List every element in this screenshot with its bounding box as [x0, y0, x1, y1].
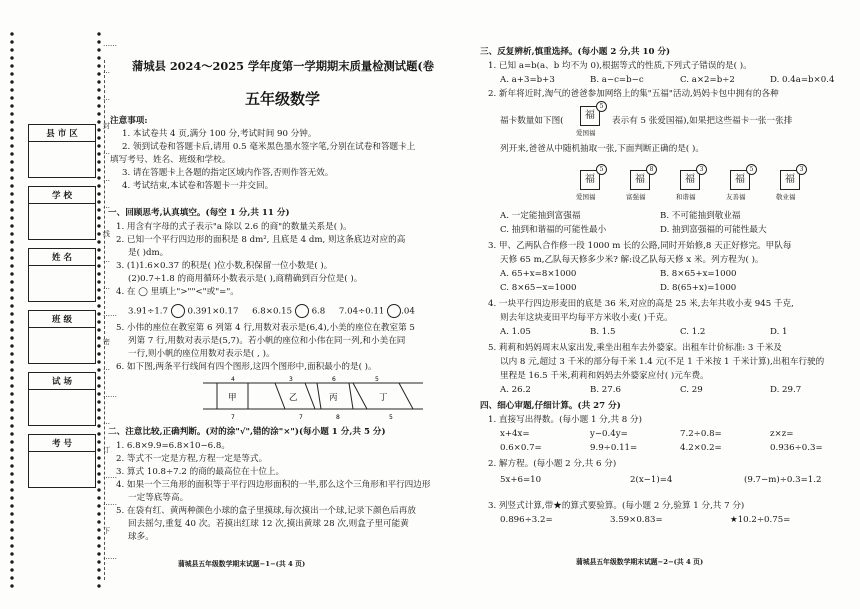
fu-count-badge: 5	[746, 164, 757, 175]
binding-char: 订	[103, 446, 110, 454]
s2-line: 1. 6.8×9.9=6.8×10−6.8。	[116, 441, 230, 451]
section-1-heading: 一、回顾思考,认真填空。(每空 1 分,共 11 分)	[108, 208, 290, 218]
binding-char: 下	[103, 527, 110, 535]
page-2-footer: 蒲城县五年级数学期末试题−2−(共 4 页)	[576, 558, 704, 566]
s3-q2-opt-d[interactable]: D. 抽到富强福的可能性最大	[660, 225, 767, 235]
calc-item: 0.936÷0.3=	[770, 443, 823, 453]
s3-q5-opt-d[interactable]: D. 29.7	[770, 385, 802, 395]
s3-q5-opt-a[interactable]: A. 26.2	[500, 385, 531, 395]
fu-card-row	[572, 164, 822, 206]
calc-item: 7.2÷0.8=	[680, 429, 722, 439]
s2-line: 3. 算式 10.8÷7.2 的商的最高位在十位上。	[116, 467, 285, 477]
binding-char: …	[103, 364, 110, 372]
fu-card-name: 爱国福	[576, 193, 596, 201]
s3-q5: 里程是 16.5 千米,莉莉和妈妈去外婆家应付( )元车费。	[500, 371, 709, 381]
s3-q4-opt-a[interactable]: A. 1.05	[500, 327, 531, 337]
s3-q3-opt-c[interactable]: C. 8×65−x=1000	[500, 283, 577, 293]
parallel-shapes-figure	[203, 375, 423, 423]
fu-card-name: 和谐福	[676, 193, 696, 201]
fu-card-icon: 福	[580, 170, 600, 190]
binding-char: ……	[103, 499, 117, 507]
calc-item: z×z=	[770, 429, 794, 439]
s3-q5-opt-c[interactable]: C. 29	[680, 385, 703, 395]
calc-item: 9.9÷0.11=	[590, 443, 638, 453]
fu-card	[622, 164, 662, 206]
notice-heading: 注意事项:	[110, 116, 148, 126]
binding-char: …	[103, 148, 110, 156]
s4-part-3: 3. 列竖式计算,带★的算式要验算。(每小题 2 分,验算 1 分,共 7 分)	[488, 501, 745, 511]
page-2	[480, 0, 858, 609]
s1-line: 是( )dm。	[128, 248, 169, 258]
fu-card-name: 敬业福	[776, 193, 796, 201]
s1-line: 3. (1)1.6×0.37 的积是( )位小数,积保留一位小数是( )。	[116, 261, 333, 271]
binding-char: …	[103, 418, 110, 426]
binding-char: 线	[103, 230, 110, 238]
binding-char: 密	[103, 338, 110, 346]
section-3-heading: 三、反复辨析,慎重选择。(每小题 2 分,共 10 分)	[480, 47, 671, 57]
binding-char: …	[103, 175, 110, 183]
calc-item: 0.6×0.7=	[500, 443, 542, 453]
binding-strip	[0, 0, 117, 609]
s2-line: 4. 如果一个三角形的面积等于平行四边形面积的一半,那么这个三角形和平行四边形	[116, 480, 431, 490]
compare-blank[interactable]	[387, 304, 401, 318]
shape-yi-top: 3	[289, 376, 293, 383]
fu-card-icon: 福	[630, 170, 650, 190]
s1-line: 2. 已知一个平行四边形的面积是 8 dm², 且底是 4 dm, 则这条底边对应的高	[116, 235, 406, 245]
notice-2-cont: 填写考号、姓名、班级和学校。	[110, 155, 231, 165]
fu-card	[572, 164, 612, 206]
fu-card-name: 友善福	[726, 193, 746, 201]
calc-item: y−0.4y=	[590, 429, 628, 439]
s3-q2: 2. 新年将近时,淘气的爸爸参加网络上的集"五福"活动,妈妈卡包中拥有的各种	[488, 89, 779, 99]
compare-blank[interactable]	[171, 304, 185, 318]
s3-q4-opt-b[interactable]: B. 1.5	[590, 327, 616, 337]
s3-q2-opt-b[interactable]: B. 不可能抽到敬业福	[660, 211, 741, 221]
fu-card-icon: 福	[680, 170, 700, 190]
shape-bing-bottom: 8	[336, 414, 340, 421]
s1-line: (2)0.7÷1.8 的商用循环小数表示是( ),商精确到百分位是( )。	[128, 274, 363, 284]
s3-q5: 以内 8 元,超过 3 千米的部分每千米 1.4 元(不足 1 千米按 1 千米计算),出租车行驶的	[500, 357, 825, 367]
vertical-calc-item: ★10.2÷0.75=	[730, 515, 791, 525]
s3-q3-opt-a[interactable]: A. 65+x=8×1000	[500, 269, 577, 279]
fu-count-badge: 5	[596, 101, 607, 112]
binding-char: …	[103, 202, 110, 210]
calc-item: 4.2×0.2=	[680, 443, 722, 453]
s3-q2-opt-a[interactable]: A. 一定能抽到富强福	[500, 211, 581, 221]
notice-2: 2. 领到试卷和答题卡后,请用 0.5 毫米黑色墨水签字笔,分别在试卷和答题卡上	[122, 142, 416, 152]
section-4-heading: 四、细心审题,仔细计算。(共 27 分)	[480, 401, 621, 411]
info-box-class[interactable]: 班 级	[28, 310, 96, 364]
s1-line: 6. 如下图,两条平行线间有四个图形,这四个图形中,面积最小的是( )。	[116, 362, 377, 372]
s3-q3-opt-b[interactable]: B. 8×65+x=1000	[660, 269, 737, 279]
binding-char: ……	[103, 310, 117, 318]
shape-ding-bottom: 5	[389, 414, 393, 421]
binding-char: ……	[103, 472, 117, 480]
s3-q2: 列开来,爸爸从中随机抽取一张,下面判断正确的是( )。	[500, 144, 704, 154]
s3-q3: 天修 65 m,乙队每天修多少米? 解:设乙队每天修 x 米。列方程为( )。	[500, 255, 764, 265]
notice-4: 4. 考试结束,本试卷和答题卡一并交回。	[122, 181, 274, 191]
fu-card-icon: 福	[580, 106, 600, 126]
info-box-exam-no[interactable]: 考 号	[28, 434, 96, 488]
s3-q5: 5. 莉莉和妈妈周末从家出发,乘坐出租车去外婆家。出租车计价标准: 3 千米及	[488, 343, 782, 353]
s3-q2-opt-c[interactable]: C. 抽到和谐福的可能性最小	[500, 225, 607, 235]
fu-count-badge: 8	[646, 164, 657, 175]
binding-char: ……	[103, 391, 117, 399]
s1-line: 列第 7 行,用数对表示是(5,7)。若小帆的座位和小伟在同一列,和小美在同	[128, 336, 406, 346]
vertical-calc-item: 3.59×0.83=	[610, 515, 663, 525]
s3-q5-opt-b[interactable]: B. 27.6	[590, 385, 621, 395]
fu-sample	[576, 104, 604, 140]
fu-count-badge: 3	[796, 164, 807, 175]
exam-subject: 五年级数学	[245, 90, 321, 108]
shape-bing-label: 丙	[329, 393, 338, 403]
equation-item: 5x+6=10	[500, 475, 542, 485]
binding-char: …	[103, 67, 110, 75]
fu-count-badge: 5	[596, 164, 607, 175]
s3-q4-opt-c[interactable]: C. 1.2	[680, 327, 706, 337]
info-box-name[interactable]: 姓 名	[28, 248, 96, 302]
fu-card-icon: 福	[730, 170, 750, 190]
shape-jia-top: 4	[231, 376, 235, 383]
s4-part-2: 2. 解方程。(每小题 2 分,共 6 分)	[488, 459, 617, 469]
fu-count-badge: 3	[696, 164, 707, 175]
binding-char: 封	[103, 122, 110, 130]
vertical-calc-item: 0.896÷3.2=	[500, 515, 553, 525]
binding-char: …	[103, 256, 110, 264]
s3-q4-opt-d[interactable]: D. 1	[770, 327, 788, 337]
shape-yi-label: 乙	[289, 393, 298, 403]
s2-line: 2. 等式不一定是方程,方程一定是等式。	[116, 454, 268, 464]
fu-card	[672, 164, 712, 206]
s4-part-1: 1. 直接写出得数。(每小题 1 分,共 8 分)	[488, 415, 642, 425]
page-1-footer: 蒲城县五年级数学期末试题−1−(共 4 页)	[178, 560, 306, 568]
info-box-county[interactable]: 县 市 区	[28, 124, 96, 178]
info-box-school[interactable]: 学 校	[28, 186, 96, 240]
shape-jia-label: 甲	[228, 393, 237, 403]
equation-item: (9.7−m)÷0.3=1.2	[744, 475, 822, 485]
s3-q3: 3. 甲、乙两队合作修一段 1000 m 长的公路,同时开始修,8 天正好修完。甲队每	[488, 241, 792, 251]
shape-ding-top: 5	[375, 376, 379, 383]
notice-3: 3. 请在答题卡上各题的指定区域内作答,否则作答无效。	[122, 168, 334, 178]
s3-q1-opt-d[interactable]: D. 0.4a=b×0.4	[770, 75, 835, 85]
s3-q1: 1. 已知 a=b(a、b 均不为 0),根据等式的性质,下列式子错误的是( )。	[488, 61, 752, 71]
s1-line: 一行,则小帆的座位用数对表示是( , )。	[128, 349, 275, 359]
s2-line: 5. 在袋有红、黄两种颜色小球的盒子里摸球,每次摸出一个球,记录下颜色后再放	[116, 506, 416, 516]
s1-line: 1. 用含有字母的式子表示"a 除以 2.6 的商"的数量关系是( )。	[116, 222, 352, 232]
fu-card-icon: 福	[780, 170, 800, 190]
s3-q2: 表示有 5 张爱国福),如果把这些福卡一张一张排	[612, 116, 793, 126]
equation-item: 2(x−1)=4	[630, 475, 673, 485]
s3-q1-opt-a[interactable]: A. a+3=b+3	[500, 75, 555, 85]
s2-line: 一定等底等高。	[128, 493, 189, 503]
s3-q4: 则去年这块麦田平均每平方米收小麦( )千克。	[500, 313, 673, 323]
s2-line: 回去摇匀,重复 40 次。若摸出红球 12 次,摸出黄球 28 次,则盒子里可能黄	[128, 519, 409, 529]
binding-dots-left	[8, 30, 16, 590]
s1-line: 4. 在 ◯ 里填上">""<"或"="。	[116, 287, 239, 297]
binding-char: ……	[103, 40, 117, 48]
fu-card	[772, 164, 812, 206]
binding-char: …	[103, 94, 110, 102]
s3-q2: 福卡数量如下图(	[500, 116, 564, 126]
compare-row: 3.91÷1.7 0.391×0.17 6.8×0.15 6.8 7.04÷0.11 .04	[128, 304, 415, 319]
s3-q1-opt-c[interactable]: C. a×2=b÷2	[680, 75, 735, 85]
shape-ding-label: 丁	[379, 393, 388, 403]
binding-char: ……	[103, 553, 117, 561]
s3-q1-opt-b[interactable]: B. a−c=b−c	[590, 75, 644, 85]
shape-jia-bottom: 7	[231, 414, 235, 421]
calc-item: x+4x=	[500, 429, 530, 439]
section-2-heading: 二、注意比较,正确判断。(对的涂"√",错的涂"×")(每小题 1 分,共 5 分)	[108, 427, 386, 437]
s1-line: 5. 小伟的座位在教室第 6 列第 4 行,用数对表示是(6,4),小美的座位在教室第 5	[116, 323, 415, 333]
fu-name: 爱国福	[576, 129, 596, 137]
shape-bing-top: 6	[332, 376, 336, 383]
s3-q4: 4. 一块平行四边形麦田的底是 36 米,对应的高是 25 米,去年共收小麦 945 千克,	[488, 299, 794, 309]
fu-card	[722, 164, 762, 206]
page-1	[108, 0, 468, 609]
s2-line: 球多。	[128, 532, 154, 542]
compare-blank[interactable]	[295, 304, 309, 318]
s3-q3-opt-d[interactable]: D. 8(65+x)=1000	[660, 283, 737, 293]
binding-dots-right	[96, 30, 102, 590]
fu-card-name: 富强福	[626, 193, 646, 201]
shape-yi-bottom: 7	[299, 414, 303, 421]
info-box-room[interactable]: 试 场	[28, 372, 96, 426]
binding-char: …	[103, 283, 110, 291]
exam-title: 蒲城县 2024～2025 学年度第一学期期末质量检测试题(卷	[132, 59, 435, 73]
notice-1: 1. 本试卷共 4 页,满分 100 分,考试时间 90 分钟。	[122, 129, 317, 139]
